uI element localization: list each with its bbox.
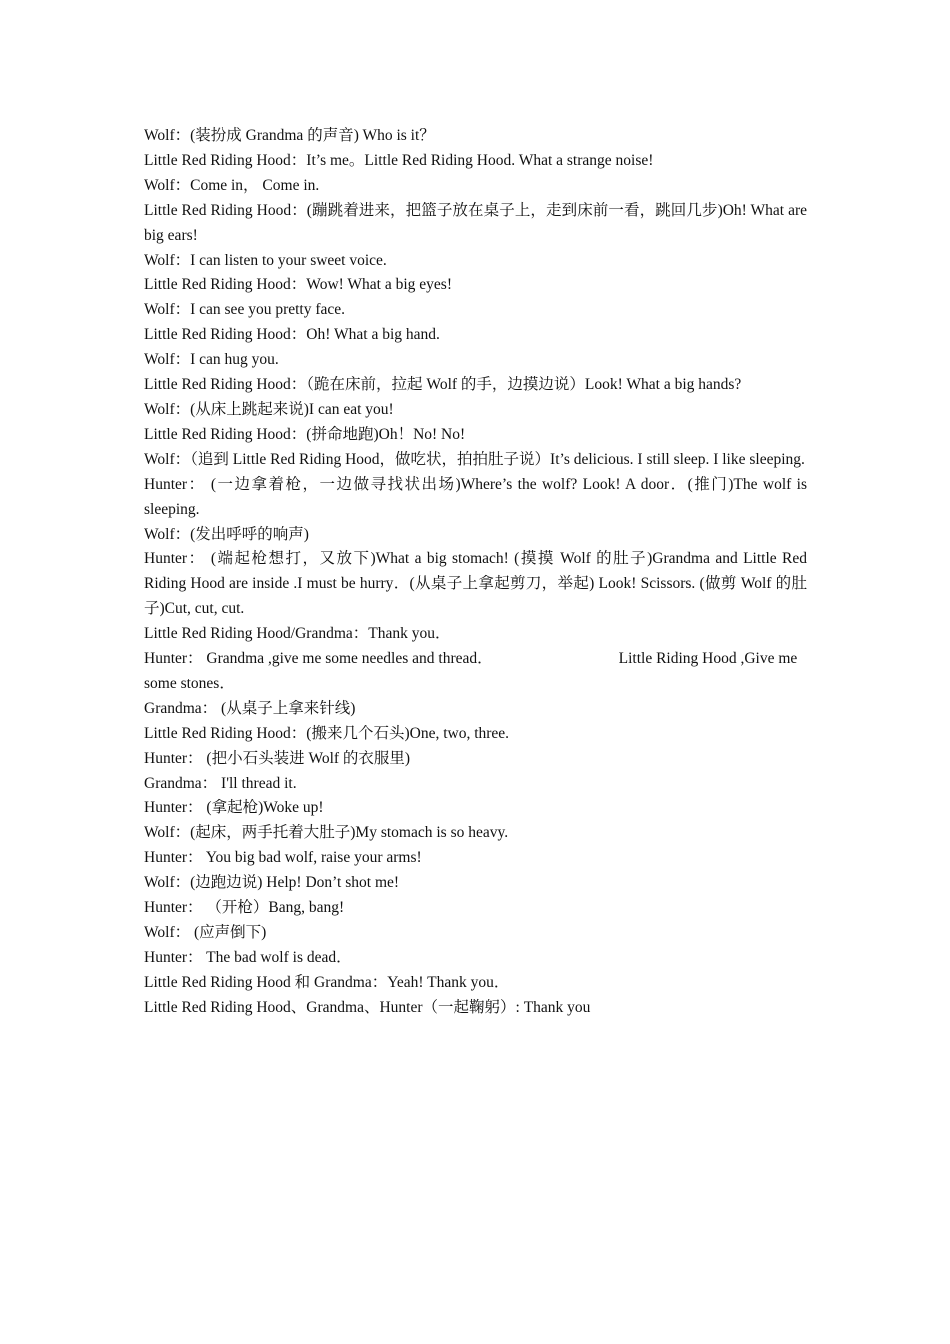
dialogue-line: Grandma： (从桌子上拿来针线) (144, 699, 356, 717)
dialogue-line: Little Red Riding Hood：Oh! What a big hand. (144, 326, 440, 344)
dialogue-line: Wolf：(装扮成 Grandma 的声音) Who is it？ (144, 127, 435, 144)
dialogue-line: Little Red Riding Hood/Grandma：Thank you． (144, 625, 451, 643)
dialogue-line: Hunter： The bad wolf is dead． (144, 948, 352, 966)
dialogue-line-hunter-needles (144, 647, 807, 672)
hunter-needles-part1: Hunter： Grandma ,give me some needles and thread． (144, 650, 493, 668)
dialogue-line: Wolf：(发出呼呼的响声) (144, 525, 309, 543)
dialogue-line: Wolf：（追到 Little Red Riding Hood，做吃状，拍拍肚子说）It’s delicious. I still sleep. I like sleeping. (144, 450, 805, 468)
dialogue-line: Grandma： I'll thread it. (144, 774, 297, 792)
script-document (144, 124, 807, 1021)
dialogue-line: Wolf：I can listen to your sweet voice. (144, 251, 387, 269)
dialogue-line: Little Red Riding Hood 和 Grandma：Yeah! Thank you． (144, 973, 510, 991)
dialogue-line: Little Red Riding Hood：Wow! What a big eyes! (144, 276, 452, 294)
dialogue-line: Little Red Riding Hood：(搬来几个石头)One, two, three. (144, 724, 510, 742)
dialogue-line: Little Red Riding Hood：(蹦跳着进来，把篮子放在桌子上，走到床前一看，跳回几步)Oh! What are big ears! (144, 201, 807, 244)
dialogue-line: Wolf：(边跑边说) Help! Don’t shot me! (144, 874, 400, 892)
dialogue-line: Wolf：Come in， Come in. (144, 176, 320, 194)
dialogue-line: Hunter： You big bad wolf, raise your arms! (144, 849, 422, 867)
dialogue-line: Little Red Riding Hood：（跪在床前，拉起 Wolf 的手，边摸边说）Look! What a big hands? (144, 376, 742, 394)
dialogue-line: Little Red Riding Hood：(拼命地跑)Oh！No! No! (144, 425, 466, 443)
dialogue-line: some stones． (144, 674, 235, 692)
dialogue-line: Wolf： (应声倒下) (144, 924, 267, 941)
dialogue-line: Wolf：(从床上跳起来说)I can eat you! (144, 400, 394, 418)
dialogue-line: Hunter： (把小石头装进 Wolf 的衣服里) (144, 749, 411, 767)
dialogue-line: Hunter： (拿起枪)Woke up! (144, 799, 324, 817)
dialogue-line: Hunter： (端起枪想打，又放下)What a big stomach! (摸摸 Wolf 的肚子)Grandma and Little Red Riding Hood are inside .I must be hurry．(从桌子上拿起剪刀，举起) Look! Scissors. (做剪 Wolf 的肚子)Cut, cut, cut. (144, 550, 807, 618)
dialogue-line: Wolf：I can see you pretty face. (144, 301, 346, 319)
dialogue-line: Hunter： (一边拿着枪，一边做寻找状出场)Where’s the wolf? Look! A door．(推门)The wolf is sleeping. (144, 475, 807, 518)
dialogue-line: Hunter： （开枪）Bang, bang! (144, 899, 345, 917)
dialogue-line: Wolf：I can hug you. (144, 351, 279, 369)
dialogue-line: Wolf：(起床，两手托着大肚子)My stomach is so heavy. (144, 824, 509, 842)
dialogue-line: Little Red Riding Hood、Grandma、Hunter（一起鞠躬）: Thank you (144, 998, 591, 1016)
dialogue-line: Little Red Riding Hood：It’s me。Little Red Riding Hood. What a strange noise! (144, 151, 654, 169)
hunter-needles-part2: Little Riding Hood ,Give me (618, 650, 798, 668)
